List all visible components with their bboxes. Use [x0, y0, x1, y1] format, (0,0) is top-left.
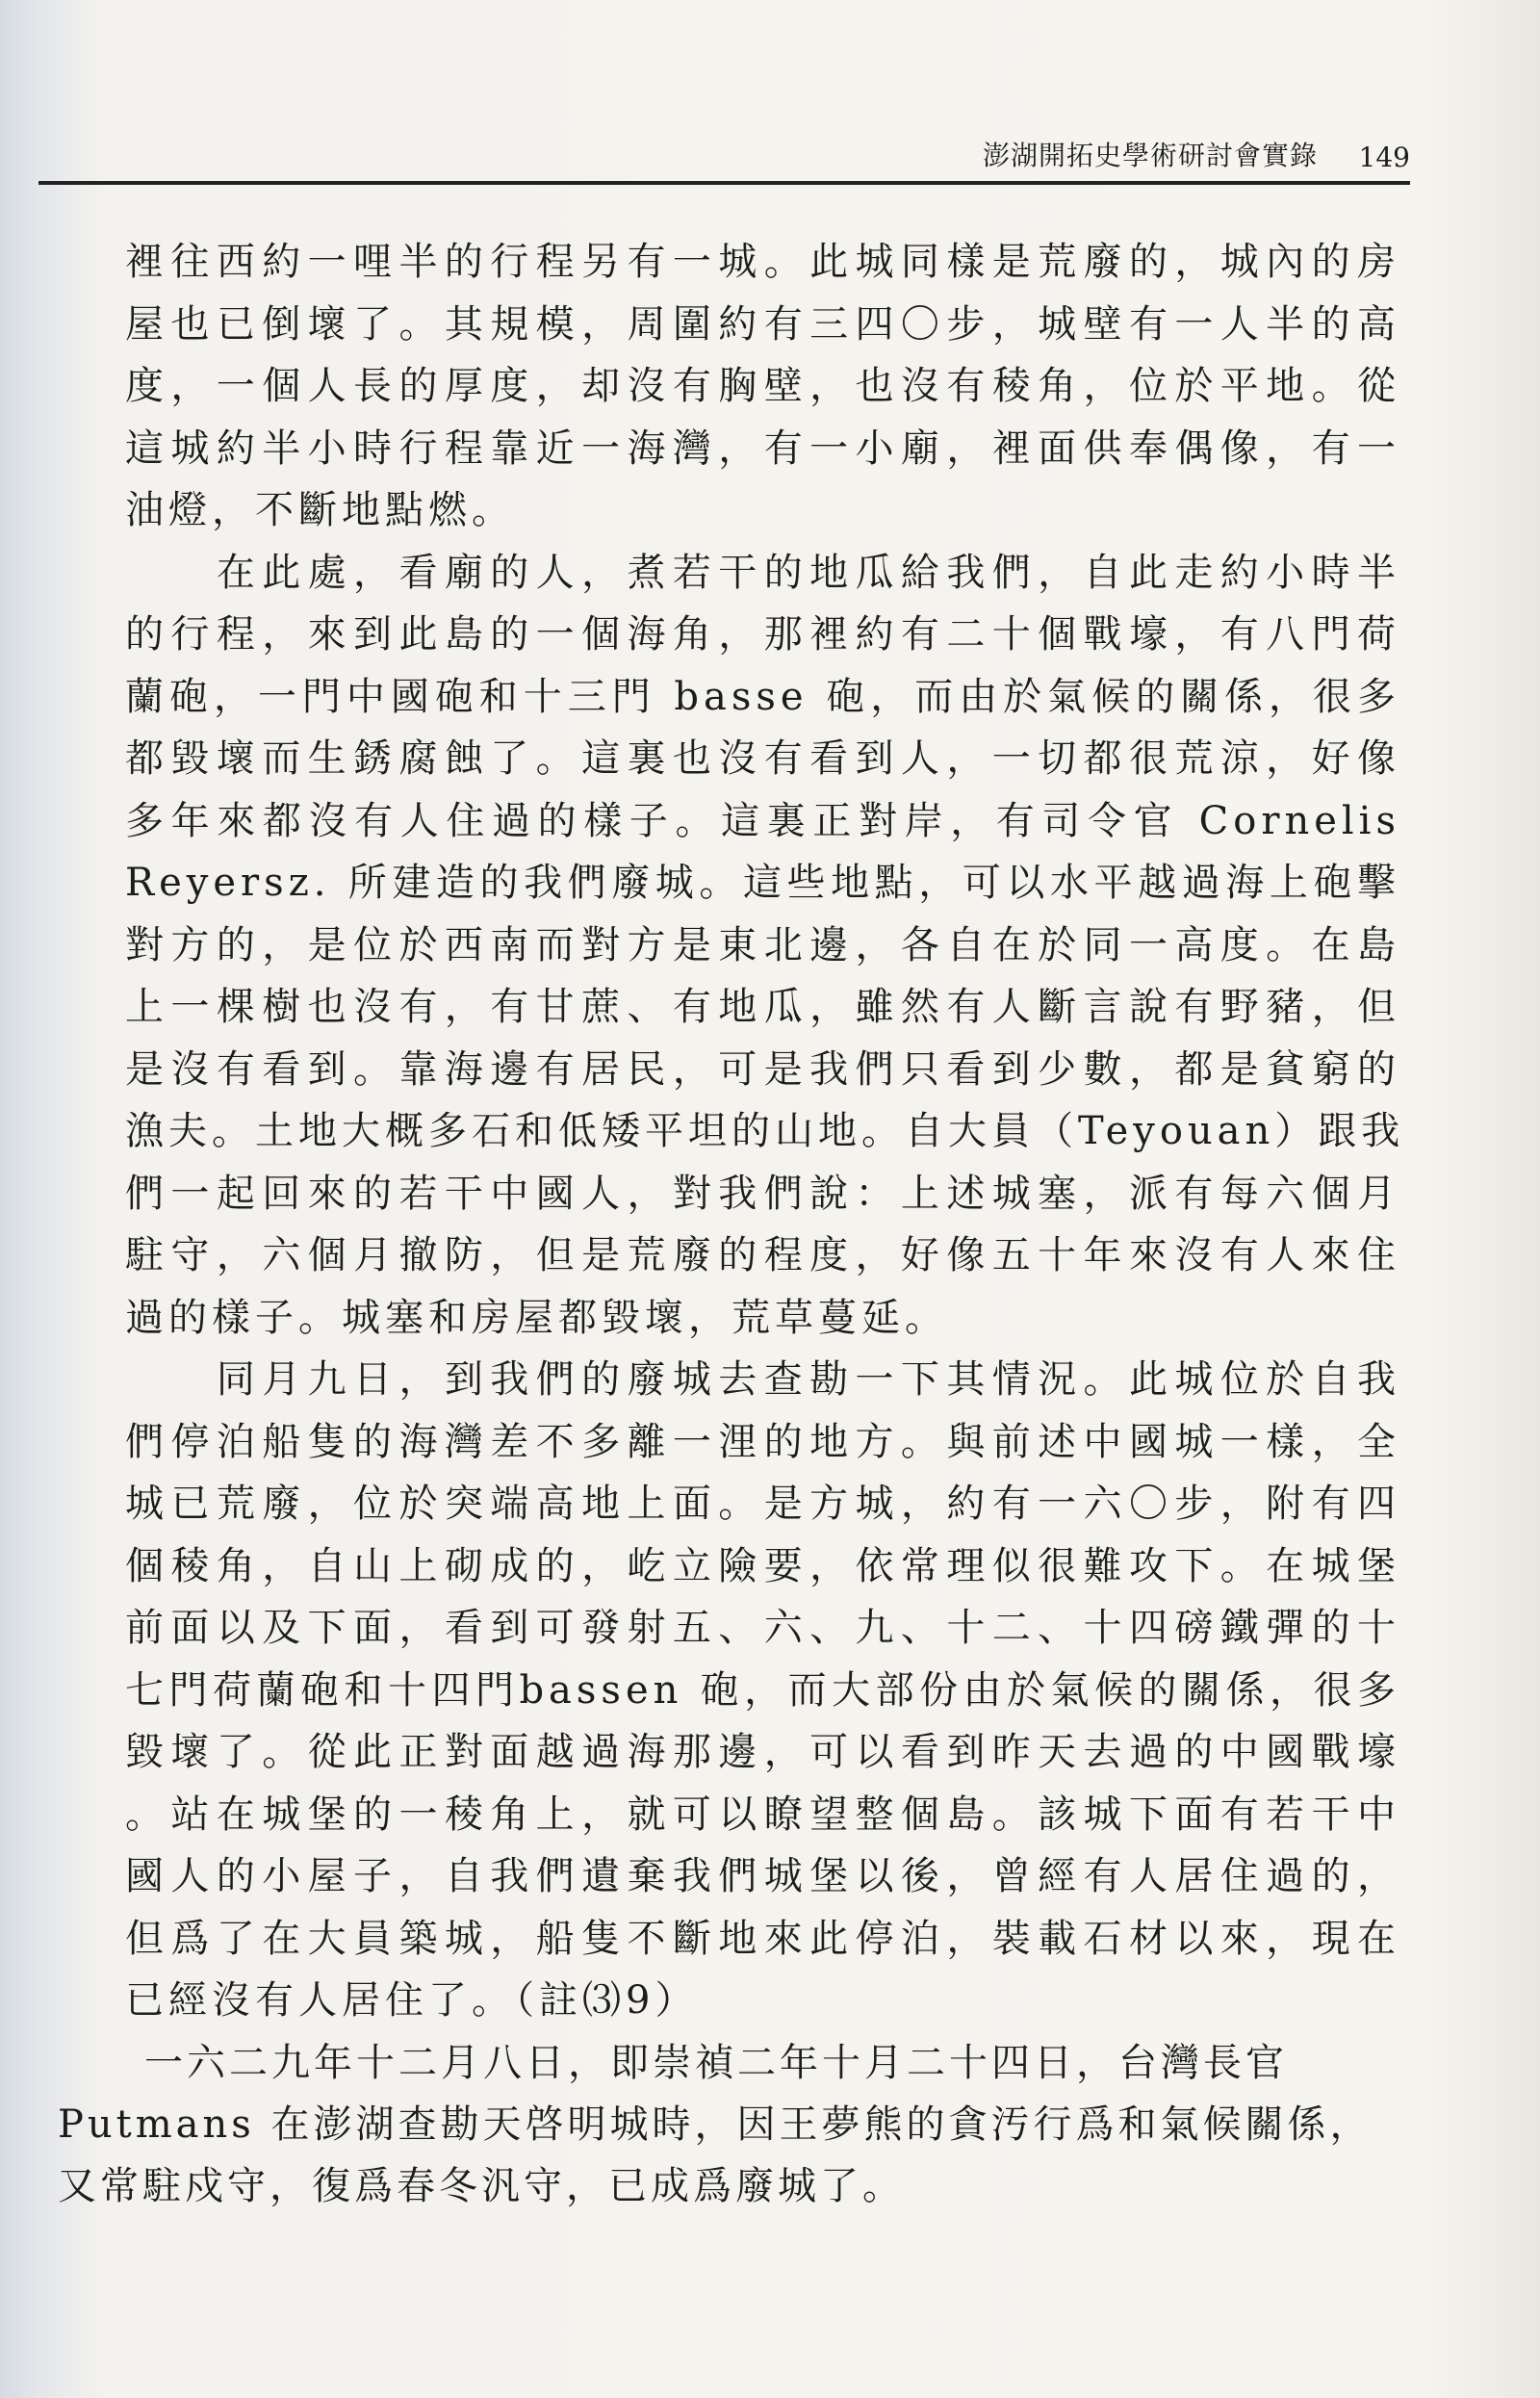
text-line: 國人的小屋子，自我們遺棄我們城堡以後，曾經有人居住過的，	[125, 1854, 1400, 1898]
text-line: 城已荒廢，位於突端高地上面。是方城，約有一六〇步，附有四	[125, 1482, 1400, 1526]
text-line: 。站在城堡的一稜角上，就可以瞭望整個島。該城下面有若干中	[125, 1792, 1400, 1837]
text-line: 過的樣子。城塞和房屋都毀壞，荒草蔓延。	[125, 1295, 948, 1340]
text-line: 都毀壞而生銹腐蝕了。這裏也沒有看到人，一切都很荒涼，好像	[125, 736, 1400, 781]
text-line: 是沒有看到。靠海邊有居民，可是我們只看到少數，都是貧窮的	[125, 1046, 1400, 1092]
text-line: 同月九日，到我們的廢城去查勘一下其情況。此城位於自我	[125, 1357, 1400, 1402]
summary-line: 又常駐戍守，復爲春冬汎守，已成爲廢城了。	[58, 2164, 905, 2208]
text-line: 屋也已倒壞了。其規模，周圍約有三四〇步，城壁有一人半的高	[125, 301, 1400, 347]
text-line: 蘭砲，一門中國砲和十三門 basse 砲，而由於氣候的關係，很多	[125, 674, 1400, 719]
text-line: 已經沒有人居住了。（註⑶9）	[125, 1978, 699, 2023]
page-header	[38, 135, 1410, 185]
running-title: 澎湖開拓史學術研討會實錄	[982, 140, 1318, 171]
body-text	[125, 231, 1405, 2032]
text-line: 前面以及下面，看到可發射五、六、九、十二、十四磅鐵彈的十	[125, 1606, 1400, 1650]
text-line: 對方的，是位於西南而對方是東北邊，各自在於同一高度。在島	[125, 922, 1400, 967]
text-line: 油燈，不斷地點燃。	[125, 488, 515, 532]
text-line: 但爲了在大員築城，船隻不斷地來此停泊，裝載石材以來，現在	[125, 1916, 1400, 1961]
text-line: 在此處，看廟的人，煮若干的地瓜給我們，自此走約小時半	[125, 550, 1400, 595]
summary-line: Putmans 在澎湖查勘天啓明城時，因王夢熊的貪汚行爲和氣候關係，	[58, 2102, 1373, 2147]
text-line: 的行程，來到此島的一個海角，那裡約有二十個戰壕，有八門荷	[125, 612, 1400, 657]
paragraph-1	[125, 231, 1400, 542]
text-line: 上一棵樹也沒有，有甘蔗、有地瓜，雖然有人斷言說有野豬，但	[125, 985, 1400, 1029]
page-edge-shadow	[1424, 0, 1540, 2398]
text-line: 們停泊船隻的海灣差不多離一浬的地方。與前述中國城一樣，全	[125, 1419, 1400, 1464]
text-line: 度，一個人長的厚度，却沒有胸壁，也沒有稜角，位於平地。從	[125, 364, 1400, 408]
text-line: 這城約半小時行程靠近一海灣，有一小廟，裡面供奉偶像，有一	[125, 425, 1400, 471]
text-line: 們一起回來的若干中國人，對我們說：上述城塞，派有每六個月	[125, 1171, 1400, 1216]
text-line: Reyersz. 所建造的我們廢城。這些地點，可以水平越過海上砲擊	[125, 861, 1400, 905]
summary-line: 一六二九年十二月八日，即崇禎二年十月二十四日，台灣長官	[144, 2041, 1288, 2085]
text-line: 七門荷蘭砲和十四門bassen 砲，而大部份由於氣候的關係，很多	[125, 1667, 1400, 1713]
text-line: 個稜角，自山上砌成的，屹立險要，依常理似很難攻下。在城堡	[125, 1543, 1400, 1588]
paragraph-3	[125, 1349, 1400, 2032]
text-line: 駐守，六個月撤防，但是荒廢的程度，好像五十年來沒有人來住	[125, 1233, 1400, 1277]
text-line: 多年來都沒有人住過的樣子。這裏正對岸，有司令官 Cornelis	[125, 798, 1400, 843]
text-line: 毀壞了。從此正對面越過海那邊，可以看到昨天去過的中國戰壕	[125, 1730, 1400, 1774]
paragraph-2	[125, 542, 1405, 1350]
text-line: 裡往西約一哩半的行程另有一城。此城同樣是荒廢的，城內的房	[125, 240, 1400, 284]
text-line: 漁夫。土地大概多石和低矮平坦的山地。自大員（Teyouan）跟我	[125, 1109, 1405, 1153]
page-number: 149	[1358, 142, 1410, 173]
